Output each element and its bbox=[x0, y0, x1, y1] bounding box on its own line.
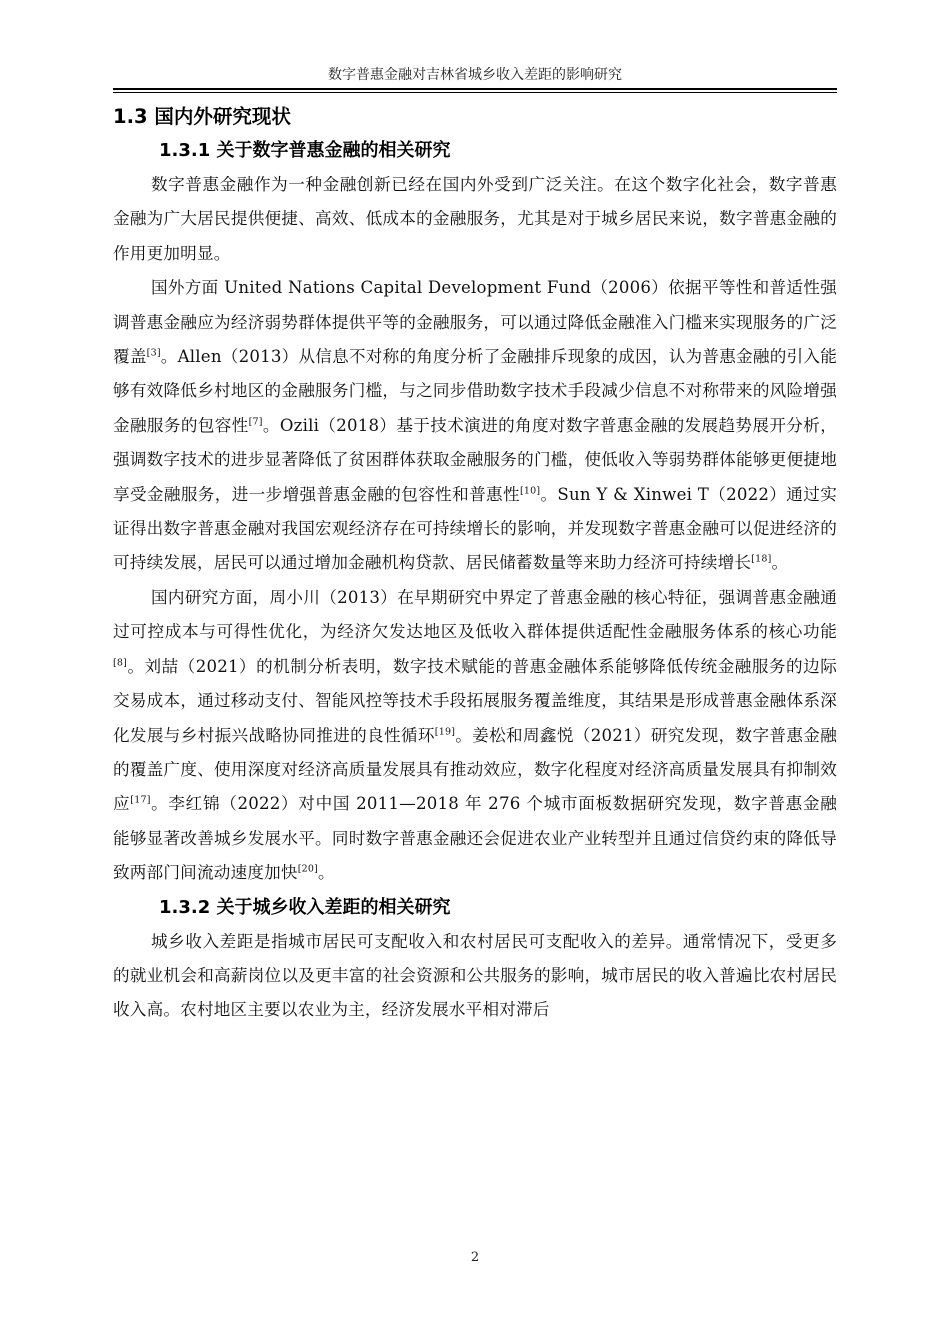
text-span: 国外方面 United Nations Capital Development Fund（2006）依据平等性和普适性强调普惠金融应为经济弱势群体提供平等的金融服务，可以通过降低金融准入门槛来实现服务的广泛覆盖 bbox=[113, 278, 837, 367]
text-span: 。刘喆（2021）的机制分析表明，数字技术赋能的普惠金融体系能够降低传统金融服务的边际交易成本，通过移动支付、智能风控等技术手段拓展服务覆盖维度，其结果是形成普惠金融体系深化发展与乡村振兴战略协同推进的良性循环 bbox=[113, 656, 837, 745]
text-span: 。Allen（2013）从信息不对称的角度分析了金融排斥现象的成因，认为普惠金融的引入能够有效降低乡村地区的金融服务门槛，与之同步借助数字技术手段减少信息不对称带来的风险增强金融服务的包容性 bbox=[113, 347, 837, 435]
subsection-heading-1: 1.3.1 关于数字普惠金融的相关研究 bbox=[159, 140, 451, 161]
citation-ref: [8] bbox=[113, 657, 128, 669]
paragraph-foreign-research bbox=[113, 271, 837, 581]
section-heading: 1.3 国内外研究现状 bbox=[113, 105, 291, 128]
page-content bbox=[113, 100, 837, 1028]
text-span: 。Ozili（2018）基于技术演进的角度对数字普惠金融的发展趋势展开分析，强调数字技术的进步显著降低了贫困群体获取金融服务的门槛，使低收入等弱势群体能够更便捷地享受金融服务，进一步增强普惠金融的包容性和普惠性 bbox=[113, 415, 837, 504]
text-span: 国内研究方面，周小川（2013）在早期研究中界定了普惠金融的核心特征，强调普惠金融通过可控成本与可得性优化，为经济欠发达地区及低收入群体提供适配性金融服务体系的核心功能 bbox=[113, 587, 837, 642]
citation-ref: [18] bbox=[751, 553, 772, 565]
paragraph-domestic-research bbox=[113, 581, 837, 891]
text-span: 。Sun Y & Xinwei T（2022）通过实证得出数字普惠金融对我国宏观经济存在可持续增长的影响，并发现数字普惠金融可以促进经济的可持续发展，居民可以通过增加金融机构贷款、居民储蓄数量等来助力经济可持续增长 bbox=[113, 484, 837, 573]
citation-ref: [20] bbox=[297, 863, 319, 875]
citation-ref: [3] bbox=[146, 347, 161, 359]
header-rule-thick bbox=[113, 88, 837, 90]
citation-ref: [7] bbox=[248, 416, 263, 428]
text-span: 。李红锦（2022）对中国 2011—2018 年 276 个城市面板数据研究发现，数字普惠金融能够显著改善城乡发展水平。同时数字普惠金融还会促进农业产业转型并且通过信贷约束的降低导致两部门间流动速度加快 bbox=[113, 794, 838, 883]
running-header: 数字普惠金融对吉林省城乡收入差距的影响研究 bbox=[328, 67, 622, 83]
page-number: 2 bbox=[470, 1250, 480, 1265]
text-span: 。姜松和周鑫悦（2021）研究发现，数字普惠金融的覆盖广度、使用深度对经济高质量发展具有推动效应，数字化程度对经济高质量发展具有抑制效应 bbox=[113, 725, 837, 814]
paragraph-income-gap: 城乡收入差距是指城市居民可支配收入和农村居民可支配收入的差异。通常情况下，受更多的就业机会和高薪岗位以及更丰富的社会资源和公共服务的影响，城市居民的收入普遍比农村居民收入高。农村地区主要以农业为主，经济发展水平相对滞后 bbox=[113, 931, 837, 1020]
text-span: 。 bbox=[771, 553, 789, 573]
header-rule-thin bbox=[113, 92, 837, 93]
paragraph-intro: 数字普惠金融作为一种金融创新已经在国内外受到广泛关注。在这个数字化社会，数字普惠金融为广大居民提供便捷、高效、低成本的金融服务，尤其是对于城乡居民来说，数字普惠金融的作用更加明显。 bbox=[113, 175, 837, 263]
citation-ref: [10] bbox=[519, 485, 541, 497]
citation-ref: [17] bbox=[130, 794, 151, 806]
subsection-heading-2: 1.3.2 关于城乡收入差距的相关研究 bbox=[159, 896, 451, 918]
citation-ref: [19] bbox=[434, 725, 456, 737]
text-span: 。 bbox=[318, 863, 335, 883]
